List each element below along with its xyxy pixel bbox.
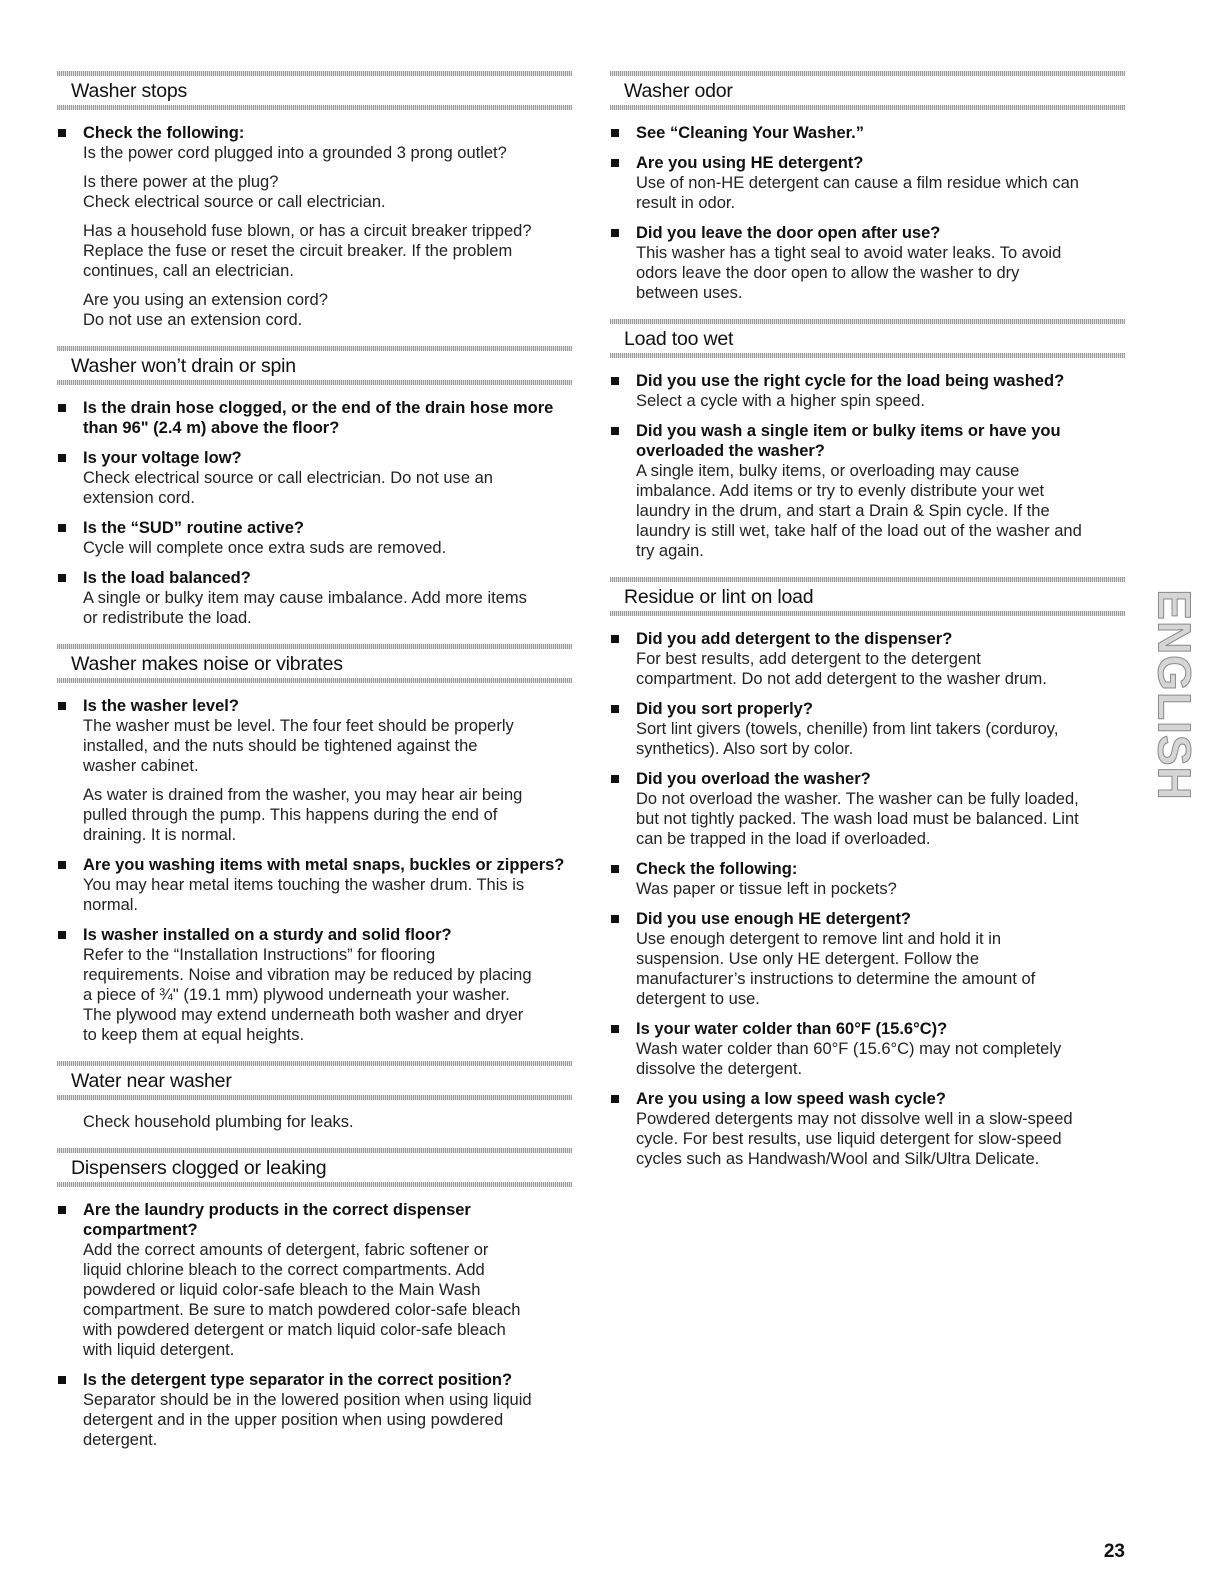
answer-text: Refer to the “Installation Instructions” for flooring requirements. Noise and vibration may be reduced by placing a piece of ¾" (19.1 mm) plywood underneath your washer. The plywood may extend underneath both washer and dryer to keep them at equal heights. — [83, 946, 532, 1044]
bullet-icon — [611, 775, 619, 783]
question-text: Are you using a low speed wash cycle? — [636, 1090, 946, 1108]
bullet-icon — [611, 1095, 619, 1103]
answer-text: Has a household fuse blown, or has a circuit breaker tripped? Replace the fuse or reset the circuit breaker. If the problem continues, call an electrician. — [83, 222, 532, 280]
answer-text: Are you using an extension cord? Do not use an extension cord. — [83, 291, 328, 329]
answer-text: A single item, bulky items, or overloading may cause imbalance. Add items or try to evenly distribute your wet laundry in the drum, and start a Drain & Spin cycle. If the laundry is still wet, take half of the load out of the washer and try again. — [636, 462, 1082, 560]
language-tab-label: ENGLISH — [1149, 589, 1201, 801]
question-text: Did you wash a single item or bulky items or have you overloaded the washer? — [636, 422, 1061, 460]
bullet-icon — [611, 129, 619, 137]
answer-text: Use of non-HE detergent can cause a film residue which can result in odor. — [636, 174, 1079, 212]
section-text: Check household plumbing for leaks. — [83, 1113, 354, 1131]
bullet-icon — [611, 705, 619, 713]
answer-text: You may hear metal items touching the washer drum. This is normal. — [83, 876, 525, 914]
troubleshooting-section — [610, 71, 1125, 303]
question-text: See “Cleaning Your Washer.” — [636, 124, 865, 142]
question-text: Is your voltage low? — [83, 449, 242, 467]
section-heading: Washer stops — [57, 71, 572, 110]
bullet-icon — [58, 861, 66, 869]
question-text: Did you leave the door open after use? — [636, 224, 941, 242]
bullet-icon — [58, 524, 66, 532]
question-text: Is the drain hose clogged, or the end of the drain hose more than 96" (2.4 m) above the floor? — [83, 399, 554, 437]
list-item — [610, 421, 1125, 561]
bullet-icon — [58, 454, 66, 462]
question-text: Is the load balanced? — [83, 569, 251, 587]
answer-text: Wash water colder than 60°F (15.6°C) may not completely dissolve the detergent. — [636, 1040, 1062, 1078]
answer-text: Separator should be in the lowered position when using liquid detergent and in the upper position when using powdered detergent. — [83, 1391, 532, 1449]
bullet-icon — [58, 1376, 66, 1384]
section-heading: Dispensers clogged or leaking — [57, 1148, 572, 1187]
left-column — [57, 71, 572, 1466]
list-item — [57, 398, 572, 438]
bullet-icon — [58, 931, 66, 939]
question-text: Did you add detergent to the dispenser? — [636, 630, 953, 648]
question-text: Are the laundry products in the correct dispenser compartment? — [83, 1201, 471, 1239]
answer-text: Add the correct amounts of detergent, fabric softener or liquid chlorine bleach to the correct compartments. Add powdered or liquid color-safe bleach to the Main Wash compartment. Be sure to match powdered color-safe bleach with powdered detergent or match liquid color-safe bleach with liquid detergent. — [83, 1241, 521, 1359]
answer-text: This washer has a tight seal to avoid water leaks. To avoid odors leave the door open to allow the washer to dry between uses. — [636, 244, 1062, 302]
answer-text: Check electrical source or call electrician. Do not use an extension cord. — [83, 469, 493, 507]
bullet-icon — [611, 635, 619, 643]
section-heading: Residue or lint on load — [610, 577, 1125, 616]
list-item — [610, 769, 1125, 849]
question-text: Are you using HE detergent? — [636, 154, 864, 172]
question-text: Did you sort properly? — [636, 700, 813, 718]
troubleshooting-section — [610, 577, 1125, 1169]
list-item — [610, 629, 1125, 689]
question-text: Is your water colder than 60°F (15.6°C)? — [636, 1020, 948, 1038]
list-item — [57, 123, 572, 330]
answer-text: Is there power at the plug? Check electrical source or call electrician. — [83, 173, 386, 211]
list-item — [57, 518, 572, 558]
bullet-icon — [611, 427, 619, 435]
item-list — [57, 398, 572, 628]
list-item — [610, 699, 1125, 759]
right-column — [610, 71, 1125, 1185]
list-item — [610, 371, 1125, 411]
bullet-icon — [58, 404, 66, 412]
section-heading: Washer won’t drain or spin — [57, 346, 572, 385]
question-text: Is washer installed on a sturdy and solid floor? — [83, 926, 452, 944]
bullet-icon — [611, 1025, 619, 1033]
bullet-icon — [611, 915, 619, 923]
troubleshooting-section — [57, 71, 572, 330]
answer-text: The washer must be level. The four feet should be properly installed, and the nuts should be tightened against the washer cabinet. — [83, 717, 514, 775]
section-heading: Load too wet — [610, 319, 1125, 358]
list-item — [610, 1089, 1125, 1169]
item-list — [610, 629, 1125, 1169]
list-item — [57, 925, 572, 1045]
answer-text: Use enough detergent to remove lint and hold it in suspension. Use only HE detergent. Follow the manufacturer’s instructions to determine the amount of detergent to use. — [636, 930, 1036, 1008]
item-list — [610, 371, 1125, 561]
answer-text: For best results, add detergent to the detergent compartment. Do not add detergent to the washer drum. — [636, 650, 1047, 688]
list-item — [610, 153, 1125, 213]
list-item — [610, 123, 1125, 143]
troubleshooting-section — [57, 1061, 572, 1132]
answer-text: As water is drained from the washer, you may hear air being pulled through the pump. This happens during the end of draining. It is normal. — [83, 786, 523, 844]
list-item — [610, 1019, 1125, 1079]
question-text: Is the “SUD” routine active? — [83, 519, 304, 537]
item-list — [57, 1200, 572, 1450]
answer-text: Was paper or tissue left in pockets? — [636, 880, 897, 898]
answer-text: Select a cycle with a higher spin speed. — [636, 392, 925, 410]
troubleshooting-section — [57, 1148, 572, 1450]
troubleshooting-section — [610, 319, 1125, 561]
bullet-icon — [58, 702, 66, 710]
list-item — [57, 448, 572, 508]
answer-text: Powdered detergents may not dissolve well in a slow-speed cycle. For best results, use liquid detergent for slow-speed cycles such as Handwash/Wool and Silk/Ultra Delicate. — [636, 1110, 1073, 1168]
bullet-icon — [611, 159, 619, 167]
page-number: 23 — [1103, 1541, 1125, 1562]
question-text: Are you washing items with metal snaps, buckles or zippers? — [83, 856, 565, 874]
question-text: Did you use the right cycle for the load being washed? — [636, 372, 1065, 390]
list-item — [57, 855, 572, 915]
item-list — [57, 696, 572, 1045]
bullet-icon — [611, 229, 619, 237]
answer-text: Cycle will complete once extra suds are removed. — [83, 539, 447, 557]
section-heading: Washer makes noise or vibrates — [57, 644, 572, 683]
question-text: Is the washer level? — [83, 697, 239, 715]
language-side-tab — [1149, 570, 1201, 820]
question-text: Did you overload the washer? — [636, 770, 871, 788]
troubleshooting-section — [57, 346, 572, 628]
list-item — [610, 909, 1125, 1009]
list-item — [57, 568, 572, 628]
list-item — [57, 696, 572, 845]
question-text: Is the detergent type separator in the correct position? — [83, 1371, 513, 1389]
list-item — [57, 1200, 572, 1360]
troubleshooting-section — [57, 644, 572, 1045]
bullet-icon — [58, 129, 66, 137]
answer-text: A single or bulky item may cause imbalance. Add more items or redistribute the load. — [83, 589, 527, 627]
list-item — [610, 859, 1125, 899]
question-text: Check the following: — [83, 124, 245, 142]
answer-text: Is the power cord plugged into a grounded 3 prong outlet? — [83, 144, 507, 162]
list-item — [610, 223, 1125, 303]
bullet-icon — [58, 1206, 66, 1214]
section-heading: Water near washer — [57, 1061, 572, 1100]
section-heading: Washer odor — [610, 71, 1125, 110]
list-item — [57, 1370, 572, 1450]
item-list — [57, 123, 572, 330]
question-text: Did you use enough HE detergent? — [636, 910, 912, 928]
answer-text: Sort lint givers (towels, chenille) from lint takers (corduroy, synthetics). Also sort by color. — [636, 720, 1059, 758]
item-list — [610, 123, 1125, 303]
answer-text: Do not overload the washer. The washer can be fully loaded, but not tightly packed. The wash load must be balanced. Lint can be trapped in the load if overloaded. — [636, 790, 1079, 848]
bullet-icon — [611, 377, 619, 385]
bullet-icon — [58, 574, 66, 582]
question-text: Check the following: — [636, 860, 798, 878]
bullet-icon — [611, 865, 619, 873]
